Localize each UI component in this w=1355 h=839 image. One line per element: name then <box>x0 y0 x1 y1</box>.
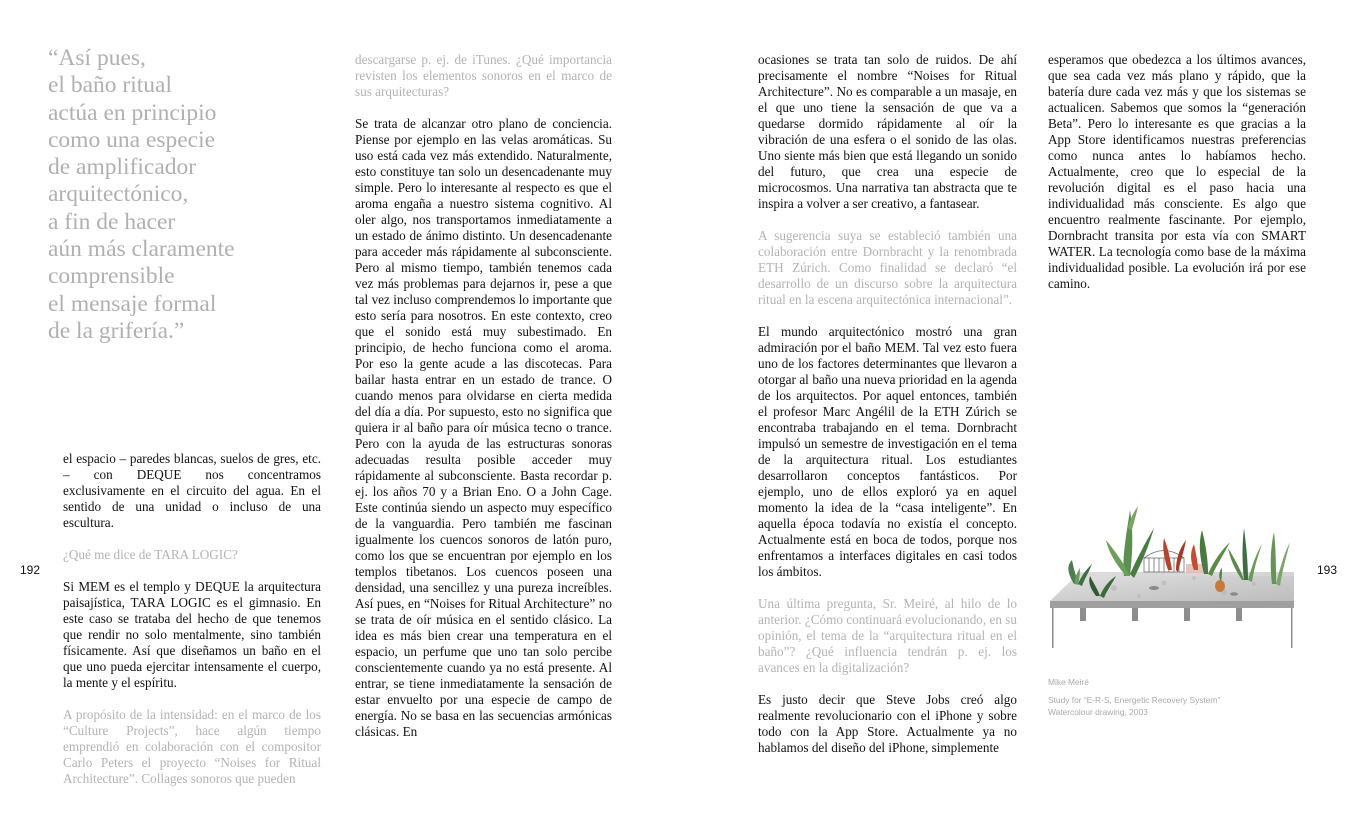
answer-paragraph: Si MEM es el templo y DEQUE la arquitectura paisajística, TARA LOGIC es el gimnasio. En este caso se trataba del hecho de que tenemos que rendir no solo mentalmente, sino también físicamente. Así que diseñamos un baño en el que uno pueda ejercitar intensamente el cuerpo, la mente y el espíritu. <box>63 579 321 690</box>
table-legs <box>1052 608 1293 648</box>
table-slab-front <box>1050 601 1294 608</box>
left-column-1 <box>63 451 321 787</box>
figure-caption-line-2: Watercolour drawing, 2003 <box>1048 707 1148 717</box>
question-paragraph: Una última pregunta, Sr. Meiré, al hilo de lo anterior. ¿Cómo continuará evolucionando, en su opinión, el tema de la “arquitectura ritual en el baño”? ¿Qué influencia tendrán p. ej. los avances en la digitalización? <box>758 596 1017 675</box>
table-slab-top <box>1050 572 1294 601</box>
page-number-left: 192 <box>20 563 41 577</box>
answer-paragraph: el espacio – paredes blancas, suelos de gres, etc. – con DEQUE nos concentramos exclusivamente en el circuito del agua. En el sentido de una unidad o incluso de una escultura. <box>63 451 321 530</box>
right-column-1 <box>758 52 1017 756</box>
watercolour-illustration <box>1044 488 1302 653</box>
answer-paragraph: ocasiones se trata tan solo de ruidos. De ahí precisamente el nombre “Noises for Ritual Architecture”. No es comparable a un masaje, en el que uno tiene la sensación de que va a quedarse dormido rápidamente al oír la vibración de una esfera o el sonido de las olas. Uno siente más bien que está llegando un sonido del futuro, que crea una especie de microcosmos. Una narrativa tan abstracta que te inspira a volver a ser creativo, a fantasear. <box>758 52 1017 211</box>
answer-paragraph: esperamos que obedezca a los últimos avances, que sea cada vez más plano y rápido, que la batería dure cada vez más y que los sistemas se actualicen. Sabemos que somos la “generación Beta”. Pero lo interesante es que gracias a la App Store identificamos nuestras preferencias como nunca antes lo habíamos hecho. Actualmente, creo que lo especial de la revolución digital es el paso hacia una individualidad más consciente. Es algo que encuentro realmente fascinante. Por ejemplo, Dornbracht transita por esta vía con SMART WATER. La tecnología como base de la máxima individualidad posible. La evolución irá por ese camino. <box>1048 52 1306 291</box>
answer-paragraph: Es justo decir que Steve Jobs creó algo realmente revolucionario con el iPhone y sobre todo con la App Store. Actualmente ya no hablamos del diseño del iPhone, simplemente <box>758 692 1017 755</box>
question-paragraph: A propósito de la intensidad: en el marco de los “Culture Projects”, hace algún tiempo emprendió en colaboración con el compositor Carlo Peters el proyecto “Noises for Ritual Architecture”. Collages sonoros que pueden <box>63 707 321 786</box>
right-column-2 <box>1048 52 1306 292</box>
left-column-2 <box>355 52 612 740</box>
page-number-right: 193 <box>1317 563 1338 577</box>
figure-caption-line-1: Study for “E-R-S, Energetic Recovery System” <box>1048 695 1221 705</box>
question-paragraph: descargarse p. ej. de iTunes. ¿Qué importancia revisten los elementos sonoros en el marco de sus arquitecturas? <box>355 52 612 99</box>
question-paragraph: ¿Qué me dice de TARA LOGIC? <box>63 547 238 562</box>
pull-quote: “Así pues, el baño ritual actúa en principio como una especie de amplificador arquitectónico, a fin de hacer aún más claramente comprensible el mensaje formal de la grifería.” <box>48 45 235 344</box>
question-paragraph: A sugerencia suya se estableció también una colaboración entre Dornbracht y la renombrada ETH Zúrich. Como finalidad se declaró “el desarrollo de un discurso sobre la arquitectura ritual en la escena arquitectónica internacional”. <box>758 228 1017 307</box>
answer-paragraph: Se trata de alcanzar otro plano de conciencia. Piense por ejemplo en las velas aromáticas. Su uso está cada vez más extendido. Naturalmente, esto constituye tan solo un desencadenante muy simple. Pero lo interesante al respecto es que el aroma engaña a nuestro sistema cognitivo. Al oler algo, nos transportamos inmediatamente a un estado de ánimo distinto. Un desencadenante para acceder más rápidamente al subconsciente. Pero al mismo tiempo, también tenemos cada vez más problemas para dejarnos ir, pese a que tal vez incluso comprendemos lo importante que esto sería para nosotros. En este contexto, creo que el sonido está muy subestimado. En principio, de hecho funciona como el aroma. Por eso la gente acude a las discotecas. Para bailar hasta entrar en un estado de trance. O cuando menos para olvidarse en cierta medida del día a día. Por supuesto, esto no significa que quiera ir al baño para oír música tecno o trance. Pero con la ayuda de las estructuras sonoras adecuadas resulta posible acceder muy rápidamente al subconsciente. Basta recordar p. ej. los años 70 y a Brian Eno. O a John Cage. Este continúa siendo un aspecto muy específico de la vanguardia. Pero también me fascinan igualmente los cuencos sonoros de latón puro, como los que se encuentran por ejemplo en los templos tibetanos. Los cuencos poseen una densidad, una sencillez y una pureza increíbles. Así pues, en “Noises for Ritual Architecture” no se trata de oír música en el sentido clásico. La idea es más bien crear una temperatura en el espacio, un perfume que uno tan solo percibe conscientemente cuando ya no está presente. Al entrar, se tiene inmediatamente la sensación de estar envuelto por una especie de campo de energía. No se basa en las secuencias armónicas clásicas. En <box>355 116 612 739</box>
figure-artist: Mike Meiré <box>1048 677 1089 687</box>
answer-paragraph: El mundo arquitectónico mostró una gran admiración por el baño MEM. Tal vez esto fuera uno de los factores determinantes que llevaron a otorgar al baño una nueva prioridad en la agenda de los arquitectos. Por aquel entonces, también el profesor Marc Angélil de la ETH Zúrich se encontraba trabajando en el tema. Dornbracht impulsó un semestre de investigación en el tema de la arquitectura ritual. Los estudiantes desarrollaron conceptos fantásticos. Por ejemplo, uno de ellos exploró ya en aquel momento la idea de la “casa inteligente”. En aquella época todavía no existía el concepto. Actualmente está en boca de todos, porque nos enfrentamos a interfaces digitales en casi todos los ámbitos. <box>758 324 1017 579</box>
